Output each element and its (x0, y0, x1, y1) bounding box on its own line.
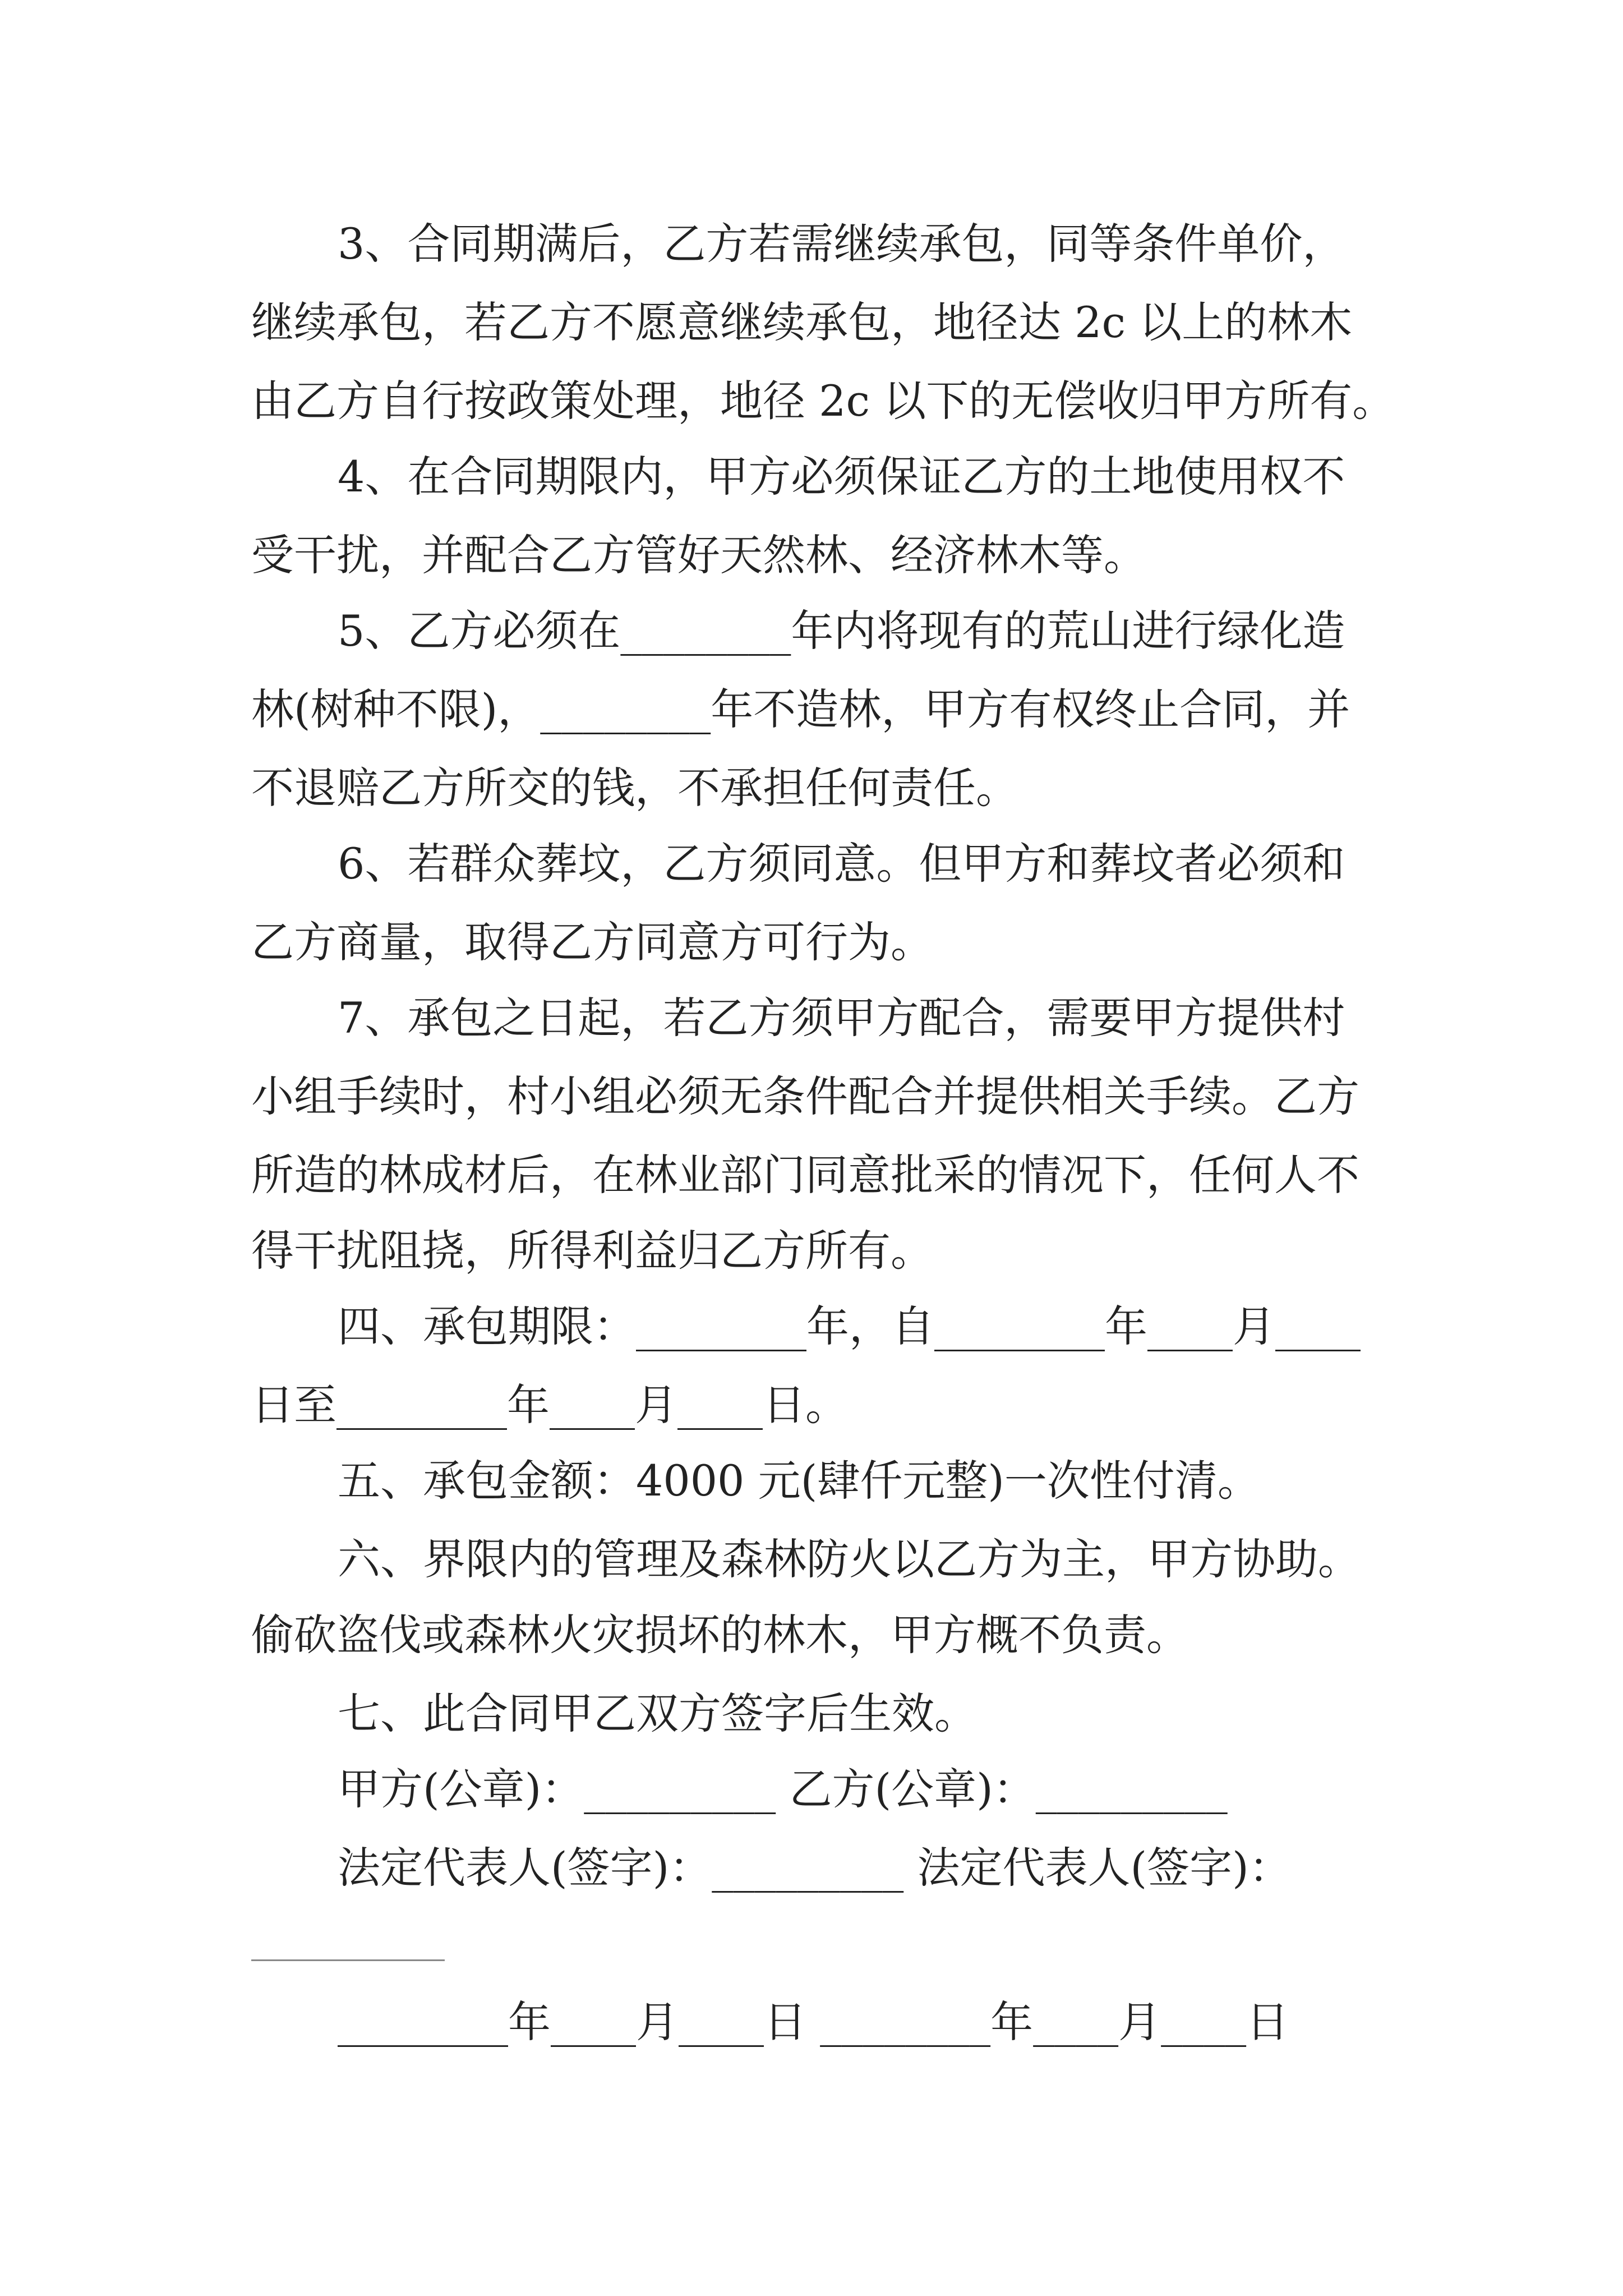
effect-line: 七、此合同甲乙双方签字后生效。 (338, 1688, 977, 1738)
signature-rule (251, 1959, 445, 1961)
term-line-2: 日至________年____月____日。 (251, 1380, 848, 1430)
clause-3-line-2: 继续承包，若乙方不愿意继续承包，地径达 2c 以上的林木 (251, 297, 1353, 347)
management-line-2: 偷砍盗伐或森林火灾损坏的林木，甲方概不负责。 (251, 1610, 1189, 1660)
term-line-1: 四、承包期限：________年，自________年____月____ (338, 1301, 1361, 1351)
date-line: ________年____月____日 ________年____月____日 (338, 1997, 1289, 2047)
management-line-1: 六、界限内的管理及森林防火以乙方为主，甲方协助。 (338, 1534, 1361, 1584)
clause-7-line-2: 小组手续时，村小组必须无条件配合并提供相关手续。乙方 (251, 1071, 1359, 1121)
representative-line: 法定代表人(签字)：_________ 法定代表人(签字)： (338, 1843, 1292, 1893)
clause-5-line-1: 5、乙方必须在________年内将现有的荒山进行绿化造 (338, 606, 1345, 656)
seal-line: 甲方(公章)：_________ 乙方(公章)：_________ (338, 1764, 1228, 1814)
clause-7-line-1: 7、承包之日起，若乙方须甲方配合，需要甲方提供村 (338, 993, 1345, 1043)
clause-6-line-1: 6、若群众葬坟，乙方须同意。但甲方和葬坟者必须和 (338, 839, 1345, 889)
clause-3-line-1: 3、合同期满后，乙方若需继续承包，同等条件单价， (338, 219, 1345, 269)
clause-5-line-2: 林(树种不限)，________年不造林，甲方有权终止合同，并 (251, 684, 1350, 734)
clause-7-line-4: 得干扰阻挠，所得利益归乙方所有。 (251, 1226, 933, 1276)
clause-6-line-2: 乙方商量，取得乙方同意方可行为。 (251, 917, 933, 967)
clause-4-line-1: 4、在合同期限内，甲方必须保证乙方的土地使用权不 (338, 452, 1345, 501)
amount-line: 五、承包金额：4000 元(肆仟元整)一次性付清。 (338, 1456, 1260, 1506)
clause-3-line-3: 由乙方自行按政策处理，地径 2c 以下的无偿收归甲方所有。 (251, 376, 1395, 426)
clause-4-line-2: 受干扰，并配合乙方管好天然林、经济林木等。 (251, 530, 1146, 580)
clause-5-line-3: 不退赔乙方所交的钱，不承担任何责任。 (251, 763, 1018, 813)
clause-7-line-3: 所造的林成材后，在林业部门同意批采的情况下，任何人不 (251, 1150, 1359, 1200)
